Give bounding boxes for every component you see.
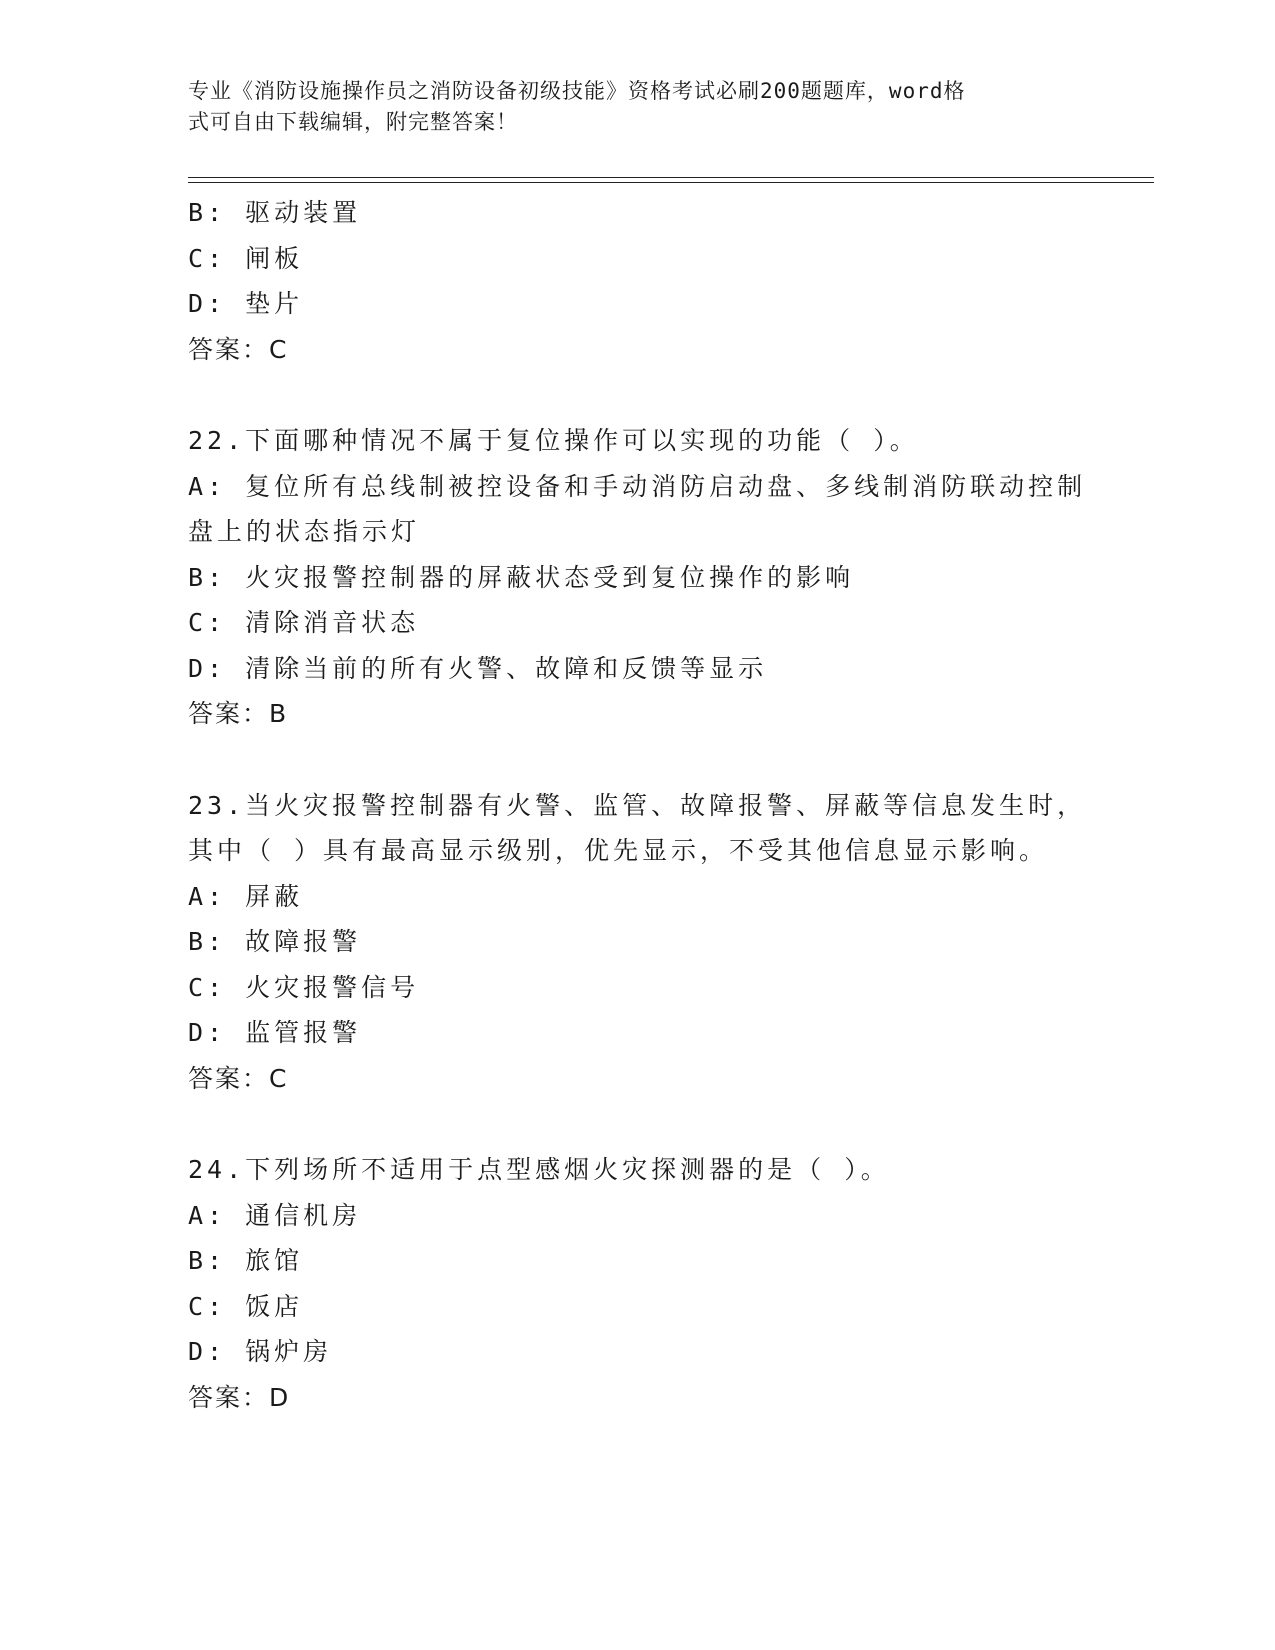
question-23 (188, 783, 1088, 1102)
answer: 答案：C (188, 334, 289, 364)
header-divider-top (188, 177, 1154, 178)
option-a: A: 屏蔽 (188, 881, 304, 911)
option-d: D: 清除当前的所有火警、故障和反馈等显示 (188, 653, 768, 683)
question-text-continued: 其中（ ）具有最高显示级别，优先显示，不受其他信息显示影响。 (188, 836, 1049, 865)
document-header (188, 76, 1068, 138)
option-b: B: 火灾报警控制器的屏蔽状态受到复位操作的影响 (188, 562, 855, 592)
option-d: D: 监管报警 (188, 1018, 362, 1047)
option-d: D: 锅炉房 (188, 1337, 333, 1366)
answer: 答案：D (188, 1382, 291, 1412)
option-d: D: 垫片 (188, 289, 304, 318)
option-a: A: 复位所有总线制被控设备和手动消防启动盘、多线制消防联动控制 (188, 471, 1087, 501)
option-b: B: 驱动装置 (188, 198, 362, 227)
option-b: B: 故障报警 (188, 927, 362, 956)
spacer (188, 1101, 1088, 1147)
header-divider-bottom (188, 182, 1154, 183)
question-text: 22.下面哪种情况不属于复位操作可以实现的功能（ ）。 (188, 426, 919, 455)
document-body (188, 190, 1088, 1420)
question-22 (188, 418, 1088, 737)
option-c: C: 饭店 (188, 1291, 304, 1321)
question-24 (188, 1147, 1088, 1420)
option-c: C: 火灾报警信号 (188, 972, 420, 1002)
option-c: C: 清除消音状态 (188, 608, 420, 637)
header-line-2: 式可自由下载编辑，附完整答案！ (188, 110, 518, 134)
option-b: B: 旅馆 (188, 1246, 304, 1275)
header-line-1: 专业《消防设施操作员之消防设备初级技能》资格考试必刷200题题库，word格 (188, 79, 966, 103)
spacer (188, 372, 1088, 418)
answer: 答案：B (188, 699, 289, 728)
spacer (188, 737, 1088, 783)
question-text: 23.当火灾报警控制器有火警、监管、故障报警、屏蔽等信息发生时， (188, 790, 1087, 820)
question-21-tail (188, 190, 1088, 372)
option-c: C: 闸板 (188, 243, 304, 273)
option-a: A: 通信机房 (188, 1200, 362, 1230)
answer: 答案：C (188, 1063, 289, 1093)
question-text: 24.下列场所不适用于点型感烟火灾探测器的是（ ）。 (188, 1155, 890, 1184)
option-a-continued: 盘上的状态指示灯 (188, 517, 421, 546)
